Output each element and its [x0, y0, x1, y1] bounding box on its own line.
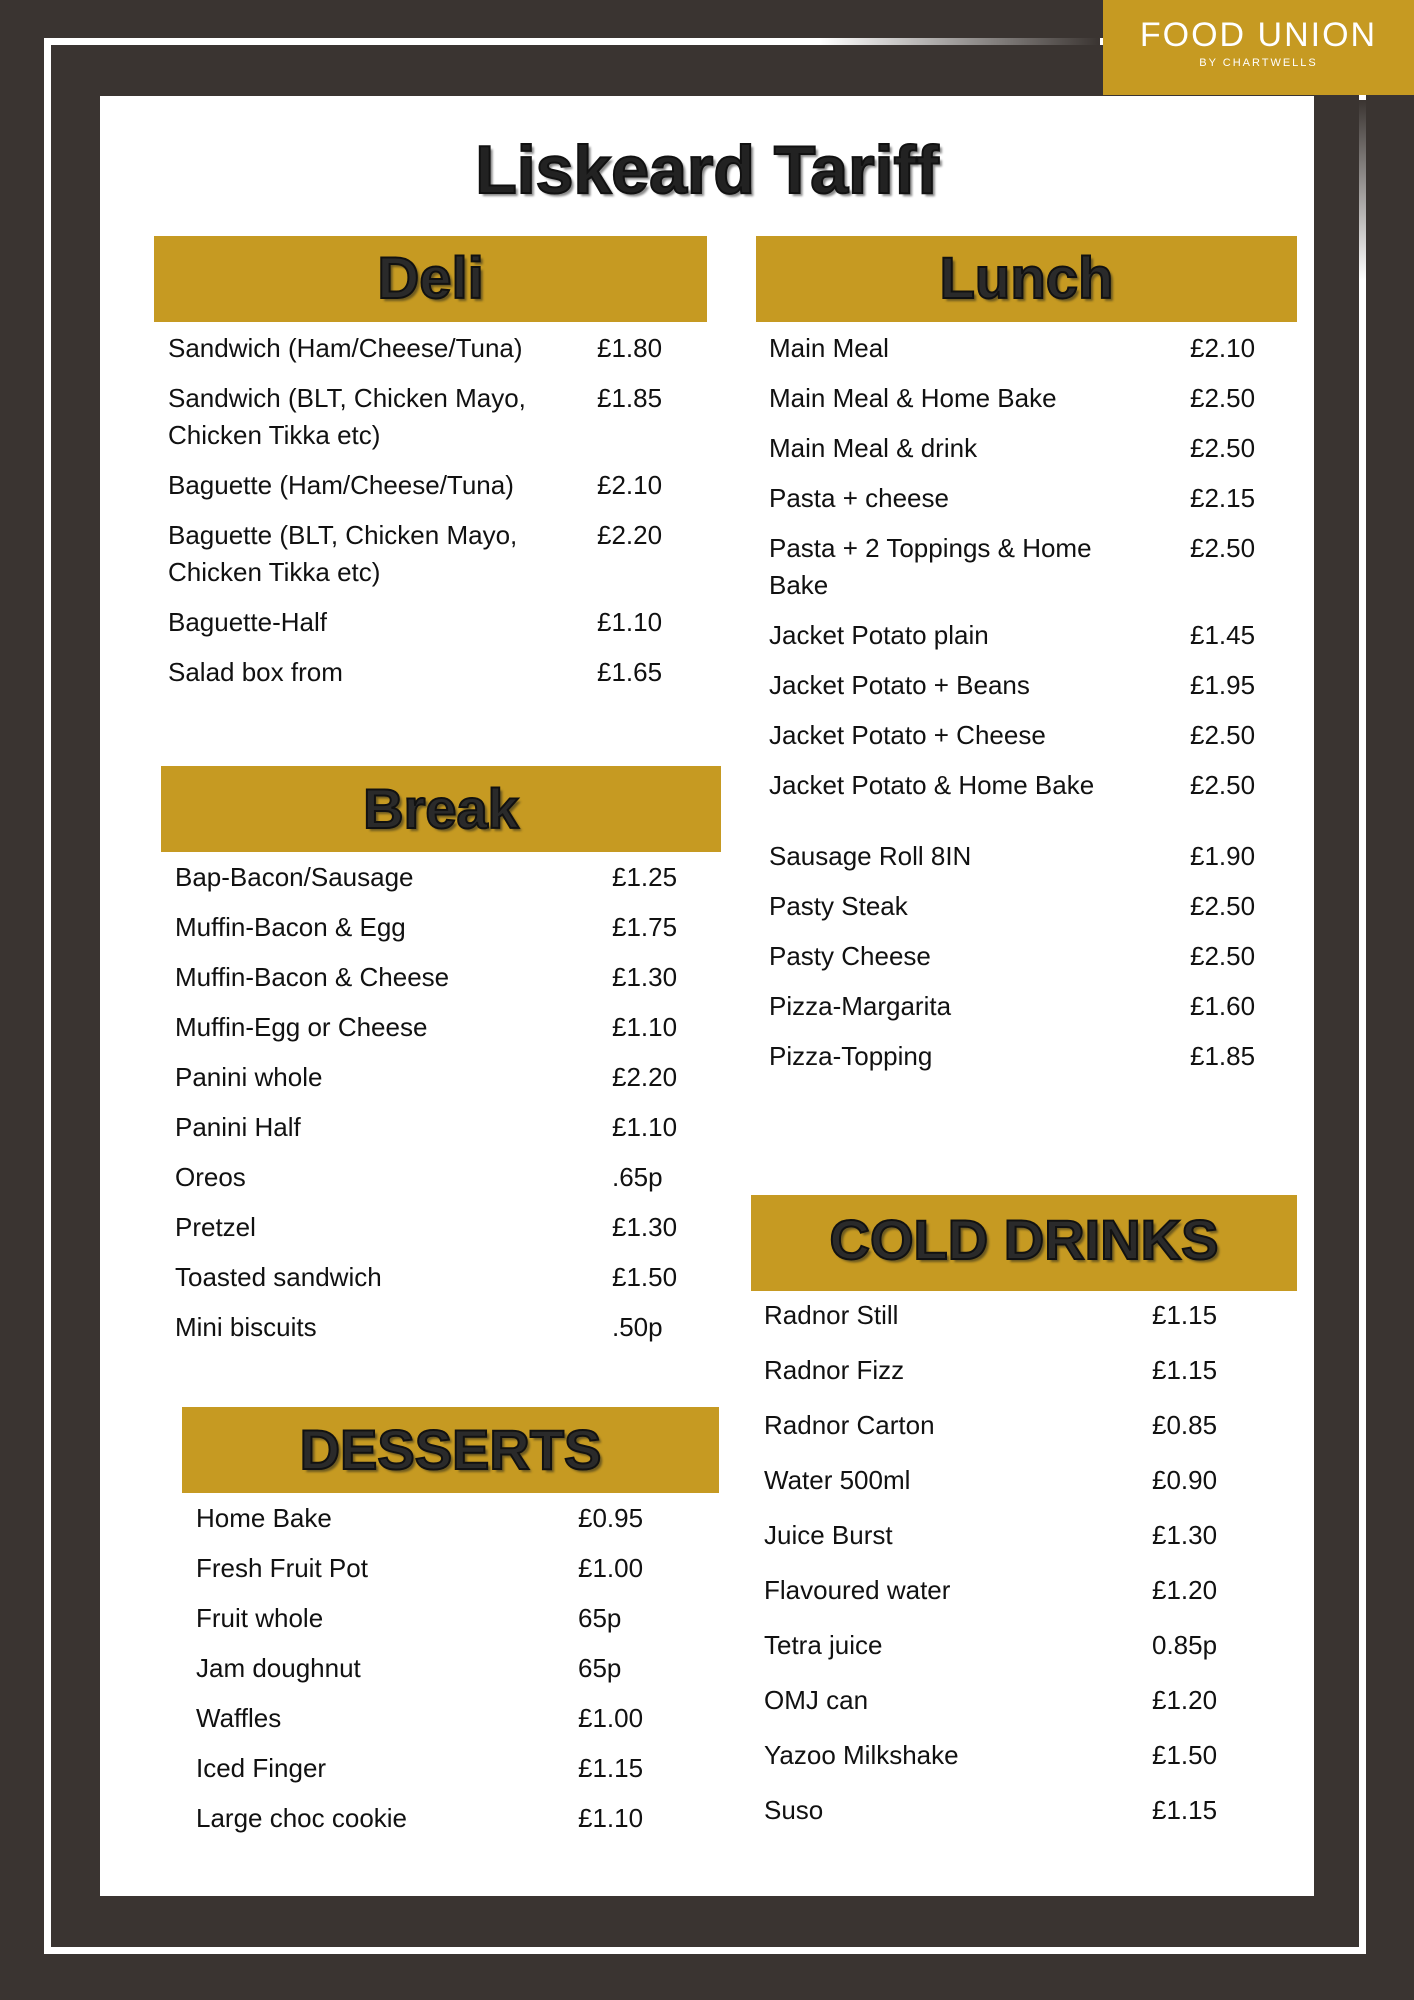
item-name: Pretzel	[175, 1212, 256, 1242]
section-heading-deli: Deli	[154, 236, 707, 322]
item-price: £1.00	[578, 1703, 644, 1733]
menu-row	[769, 380, 1280, 417]
item-name: Juice Burst	[764, 1520, 893, 1550]
item-name: Mini biscuits	[175, 1312, 317, 1342]
menu-row	[168, 467, 687, 504]
menu-row	[175, 1259, 702, 1296]
menu-row	[175, 959, 702, 996]
item-name: Panini Half	[175, 1112, 301, 1142]
item-price: £1.90	[1190, 841, 1256, 871]
item-price: £0.95	[578, 1503, 644, 1533]
item-price: £1.65	[597, 657, 663, 687]
brand-logo	[1103, 0, 1414, 95]
menu-row	[764, 1407, 1242, 1444]
item-price: £1.15	[1152, 1795, 1218, 1825]
item-name: OMJ can	[764, 1685, 869, 1715]
item-price: £1.20	[1152, 1685, 1218, 1715]
item-price: £0.90	[1152, 1465, 1218, 1495]
menu-row	[764, 1572, 1242, 1609]
item-name: Sausage Roll 8IN	[769, 841, 972, 871]
item-name: Tetra juice	[764, 1630, 883, 1660]
item-name: Jacket Potato & Home Bake	[769, 770, 1095, 800]
item-price: £1.85	[597, 383, 663, 413]
menu-row	[175, 1159, 702, 1196]
logo-subtitle: BY CHARTWELLS	[1199, 57, 1318, 69]
menu-row	[764, 1627, 1242, 1664]
frame-fade	[820, 38, 1100, 45]
item-price: £2.20	[597, 520, 663, 550]
item-name: Suso	[764, 1795, 824, 1825]
item-name: Sandwich (Ham/Cheese/Tuna)	[168, 333, 523, 363]
item-price: £2.20	[612, 1062, 678, 1092]
item-price: £2.50	[1190, 720, 1256, 750]
menu-row	[769, 767, 1280, 804]
item-name: Panini whole	[175, 1062, 323, 1092]
item-name: Main Meal & drink	[769, 433, 978, 463]
menu-row	[168, 654, 687, 691]
item-name: Flavoured water	[764, 1575, 951, 1605]
item-price: £0.85	[1152, 1410, 1218, 1440]
item-price: £1.10	[578, 1803, 644, 1833]
item-name: Muffin-Egg or Cheese	[175, 1012, 428, 1042]
item-price: £1.50	[1152, 1740, 1218, 1770]
item-price: £1.00	[578, 1553, 644, 1583]
menu-row	[769, 888, 1280, 925]
item-price: £1.45	[1190, 620, 1256, 650]
menu-row	[769, 530, 1280, 604]
item-name: Radnor Carton	[764, 1410, 935, 1440]
item-price: £2.10	[597, 470, 663, 500]
menu-row	[196, 1550, 668, 1587]
menu-row	[168, 330, 687, 367]
item-price: £1.30	[1152, 1520, 1218, 1550]
item-name: Salad box from	[168, 657, 343, 687]
item-name: Water 500ml	[764, 1465, 911, 1495]
item-price: £1.95	[1190, 670, 1256, 700]
menu-row	[175, 1059, 702, 1096]
item-price: £2.50	[1190, 383, 1256, 413]
item-name: Pizza-Topping	[769, 1041, 933, 1071]
item-name: Jam doughnut	[196, 1653, 361, 1683]
menu-row	[764, 1792, 1242, 1829]
item-price: £1.10	[612, 1112, 678, 1142]
lunch-list	[769, 330, 1280, 1088]
item-name: Main Meal	[769, 333, 889, 363]
item-price: £1.80	[597, 333, 663, 363]
item-price: £1.10	[597, 607, 663, 637]
item-name: Radnor Fizz	[764, 1355, 905, 1385]
menu-row	[764, 1517, 1242, 1554]
menu-row	[764, 1297, 1242, 1334]
item-price: £2.50	[1190, 433, 1256, 463]
item-price: £2.15	[1190, 483, 1256, 513]
menu-row	[764, 1462, 1242, 1499]
item-name: Radnor Still	[764, 1300, 899, 1330]
item-name: Muffin-Bacon & Cheese	[175, 962, 450, 992]
item-name: Muffin-Bacon & Egg	[175, 912, 406, 942]
page-title: Liskeard Tariff	[475, 132, 939, 208]
menu-row	[764, 1737, 1242, 1774]
item-price: .50p	[612, 1312, 663, 1342]
menu-row	[769, 430, 1280, 467]
item-name: Baguette-Half	[168, 607, 327, 637]
menu-row	[196, 1750, 668, 1787]
break-list	[175, 859, 702, 1359]
menu-row	[175, 859, 702, 896]
item-name: Fruit whole	[196, 1603, 324, 1633]
item-name: Sandwich (BLT, Chicken Mayo, Chicken Tikka etc)	[168, 383, 526, 450]
item-price: 65p	[578, 1603, 622, 1633]
item-price: £1.85	[1190, 1041, 1256, 1071]
item-price: £2.10	[1190, 333, 1256, 363]
item-price: 0.85p	[1152, 1630, 1218, 1660]
menu-row	[769, 480, 1280, 517]
item-name: Large choc cookie	[196, 1803, 408, 1833]
item-price: 65p	[578, 1653, 622, 1683]
item-name: Pasta + cheese	[769, 483, 949, 513]
menu-row	[769, 667, 1280, 704]
menu-row	[196, 1650, 668, 1687]
logo-name: FOOD UNION	[1139, 16, 1378, 54]
item-name: Waffles	[196, 1703, 282, 1733]
menu-row	[769, 1038, 1280, 1075]
menu-row	[168, 380, 687, 454]
menu-row	[175, 1309, 702, 1346]
item-price: £1.15	[1152, 1300, 1218, 1330]
item-price: £1.10	[612, 1012, 678, 1042]
item-name: Bap-Bacon/Sausage	[175, 862, 414, 892]
item-name: Jacket Potato plain	[769, 620, 989, 650]
cold-drinks-list	[764, 1297, 1242, 1847]
deli-list	[168, 330, 687, 704]
item-price: £2.50	[1190, 770, 1256, 800]
section-heading-lunch: Lunch	[756, 236, 1297, 322]
menu-row	[168, 604, 687, 641]
menu-row	[196, 1800, 668, 1837]
item-name: Fresh Fruit Pot	[196, 1553, 368, 1583]
item-price: £1.50	[612, 1262, 678, 1292]
item-price: £1.30	[612, 1212, 678, 1242]
item-price: £1.25	[612, 862, 678, 892]
item-price: £1.20	[1152, 1575, 1218, 1605]
item-price: £1.15	[578, 1753, 644, 1783]
item-price: £2.50	[1190, 941, 1256, 971]
section-heading-break: Break	[161, 766, 721, 852]
item-name: Pasta + 2 Toppings & Home Bake	[769, 533, 1092, 600]
section-heading-cold-drinks: COLD DRINKS	[751, 1195, 1297, 1291]
item-name: Toasted sandwich	[175, 1262, 382, 1292]
item-price: £1.60	[1190, 991, 1256, 1021]
item-name: Baguette (BLT, Chicken Mayo, Chicken Tikka etc)	[168, 520, 518, 587]
menu-row	[175, 1109, 702, 1146]
menu-row	[769, 717, 1280, 754]
item-name: Iced Finger	[196, 1753, 327, 1783]
item-name: Oreos	[175, 1162, 246, 1192]
item-name: Main Meal & Home Bake	[769, 383, 1057, 413]
item-price: £2.50	[1190, 533, 1256, 563]
menu-row	[769, 938, 1280, 975]
item-price: £1.30	[612, 962, 678, 992]
menu-row	[196, 1600, 668, 1637]
item-name: Pasty Cheese	[769, 941, 931, 971]
item-name: Pasty Steak	[769, 891, 908, 921]
item-name: Pizza-Margarita	[769, 991, 952, 1021]
item-price: £1.75	[612, 912, 678, 942]
menu-row	[196, 1700, 668, 1737]
menu-row	[769, 838, 1280, 875]
item-name: Jacket Potato + Beans	[769, 670, 1030, 700]
menu-row	[168, 517, 687, 591]
menu-row	[175, 1209, 702, 1246]
item-name: Yazoo Milkshake	[764, 1740, 959, 1770]
item-price: £1.15	[1152, 1355, 1218, 1385]
item-name: Baguette (Ham/Cheese/Tuna)	[168, 470, 514, 500]
desserts-list	[196, 1500, 668, 1850]
section-heading-desserts: DESSERTS	[182, 1407, 719, 1493]
menu-row	[175, 1009, 702, 1046]
item-price: .65p	[612, 1162, 663, 1192]
item-name: Jacket Potato + Cheese	[769, 720, 1046, 750]
item-name: Home Bake	[196, 1503, 332, 1533]
menu-row	[769, 330, 1280, 367]
menu-row	[175, 909, 702, 946]
menu-row	[764, 1682, 1242, 1719]
menu-row	[196, 1500, 668, 1537]
menu-row	[764, 1352, 1242, 1389]
menu-row	[769, 617, 1280, 654]
menu-row	[769, 988, 1280, 1025]
item-price: £2.50	[1190, 891, 1256, 921]
